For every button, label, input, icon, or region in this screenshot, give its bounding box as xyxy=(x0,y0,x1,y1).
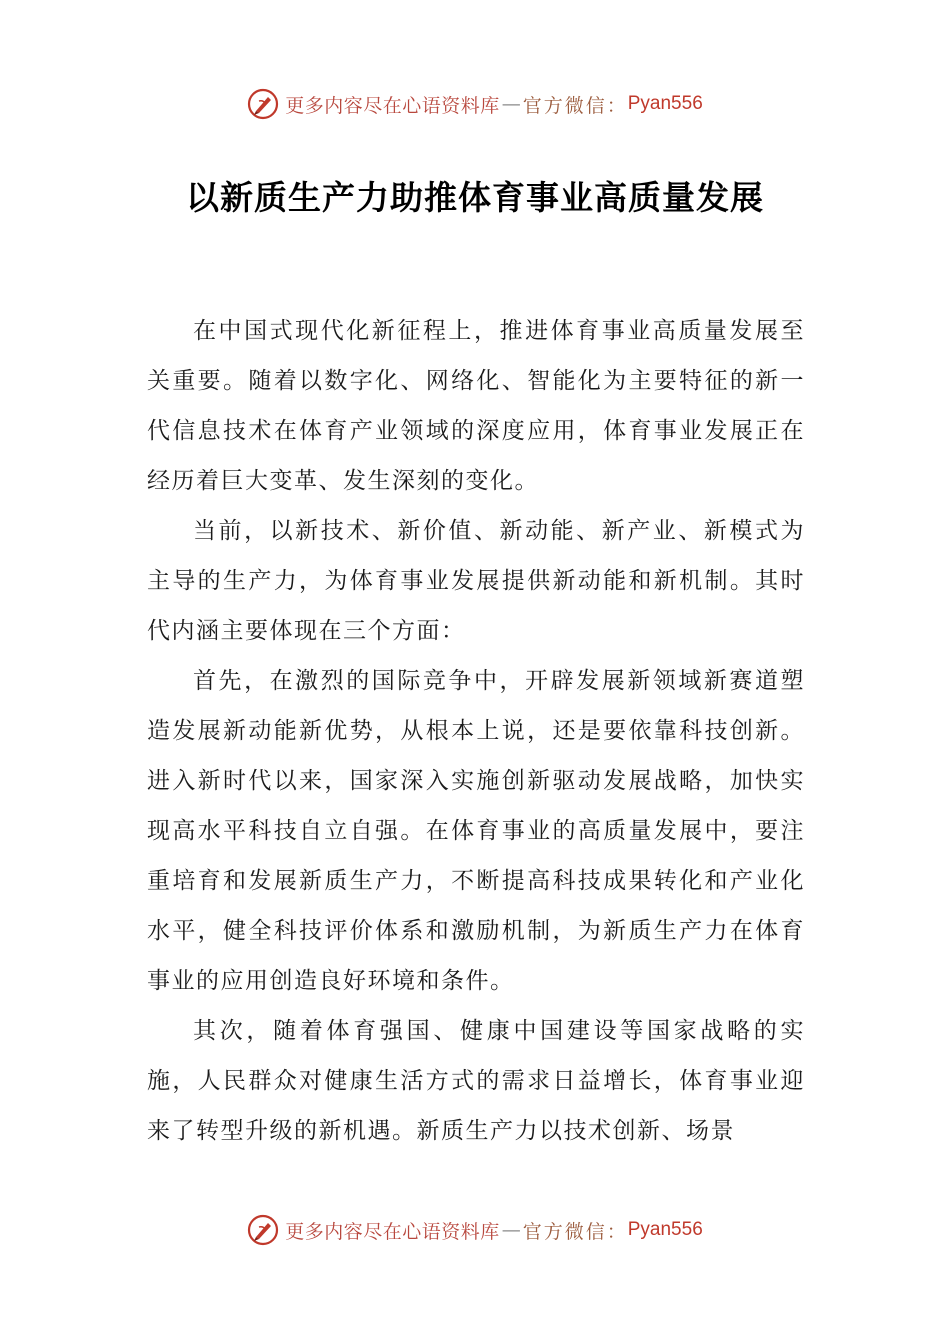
watermark-wechat-id: Pyan556 xyxy=(627,1219,703,1240)
watermark-wechat-id: Pyan556 xyxy=(627,93,703,114)
footer-watermark xyxy=(0,1210,950,1250)
watermark-wechat-label: 官方微信： xyxy=(522,1220,628,1243)
paragraph-4: 其次，随着体育强国、健康中国建设等国家战略的实施，人民群众对健康生活方式的需求日益增长，体育事业迎来了转型升级的新机遇。新质生产力以技术创新、场景 xyxy=(147,1018,805,1144)
header-watermark xyxy=(0,84,950,124)
paragraph-1: 在中国式现代化新征程上，推进体育事业高质量发展至关重要。随着以数字化、网络化、智能化为主要特征的新一代信息技术在体育产业领域的深度应用，体育事业发展正在经历着巨大变革、发生深刻的变化。 xyxy=(147,318,805,494)
watermark-dash: — xyxy=(501,93,521,115)
document-body xyxy=(147,306,805,1156)
paragraph-2: 当前，以新技术、新价值、新动能、新产业、新模式为主导的生产力，为体育事业发展提供新动能和新机制。其时代内涵主要体现在三个方面： xyxy=(147,518,805,644)
quill-pen-logo-icon xyxy=(247,88,279,120)
watermark-wechat-label: 官方微信： xyxy=(522,94,628,117)
quill-pen-logo-icon xyxy=(247,1214,279,1246)
paragraph-3: 首先，在激烈的国际竞争中，开辟发展新领域新赛道塑造发展新动能新优势，从根本上说，还是要依靠科技创新。进入新时代以来，国家深入实施创新驱动发展战略，加快实现高水平科技自立自强。在体育事业的高质量发展中，要注重培育和发展新质生产力，不断提高科技成果转化和产业化水平，健全科技评价体系和激励机制，为新质生产力在体育事业的应用创造良好环境和条件。 xyxy=(147,668,805,994)
document-title: 以新质生产力助推体育事业高质量发展 xyxy=(186,178,764,217)
watermark-dash: — xyxy=(501,1219,521,1241)
watermark-site-text: 更多内容尽在心语资料库 xyxy=(285,94,500,117)
watermark-site-text: 更多内容尽在心语资料库 xyxy=(285,1220,500,1243)
